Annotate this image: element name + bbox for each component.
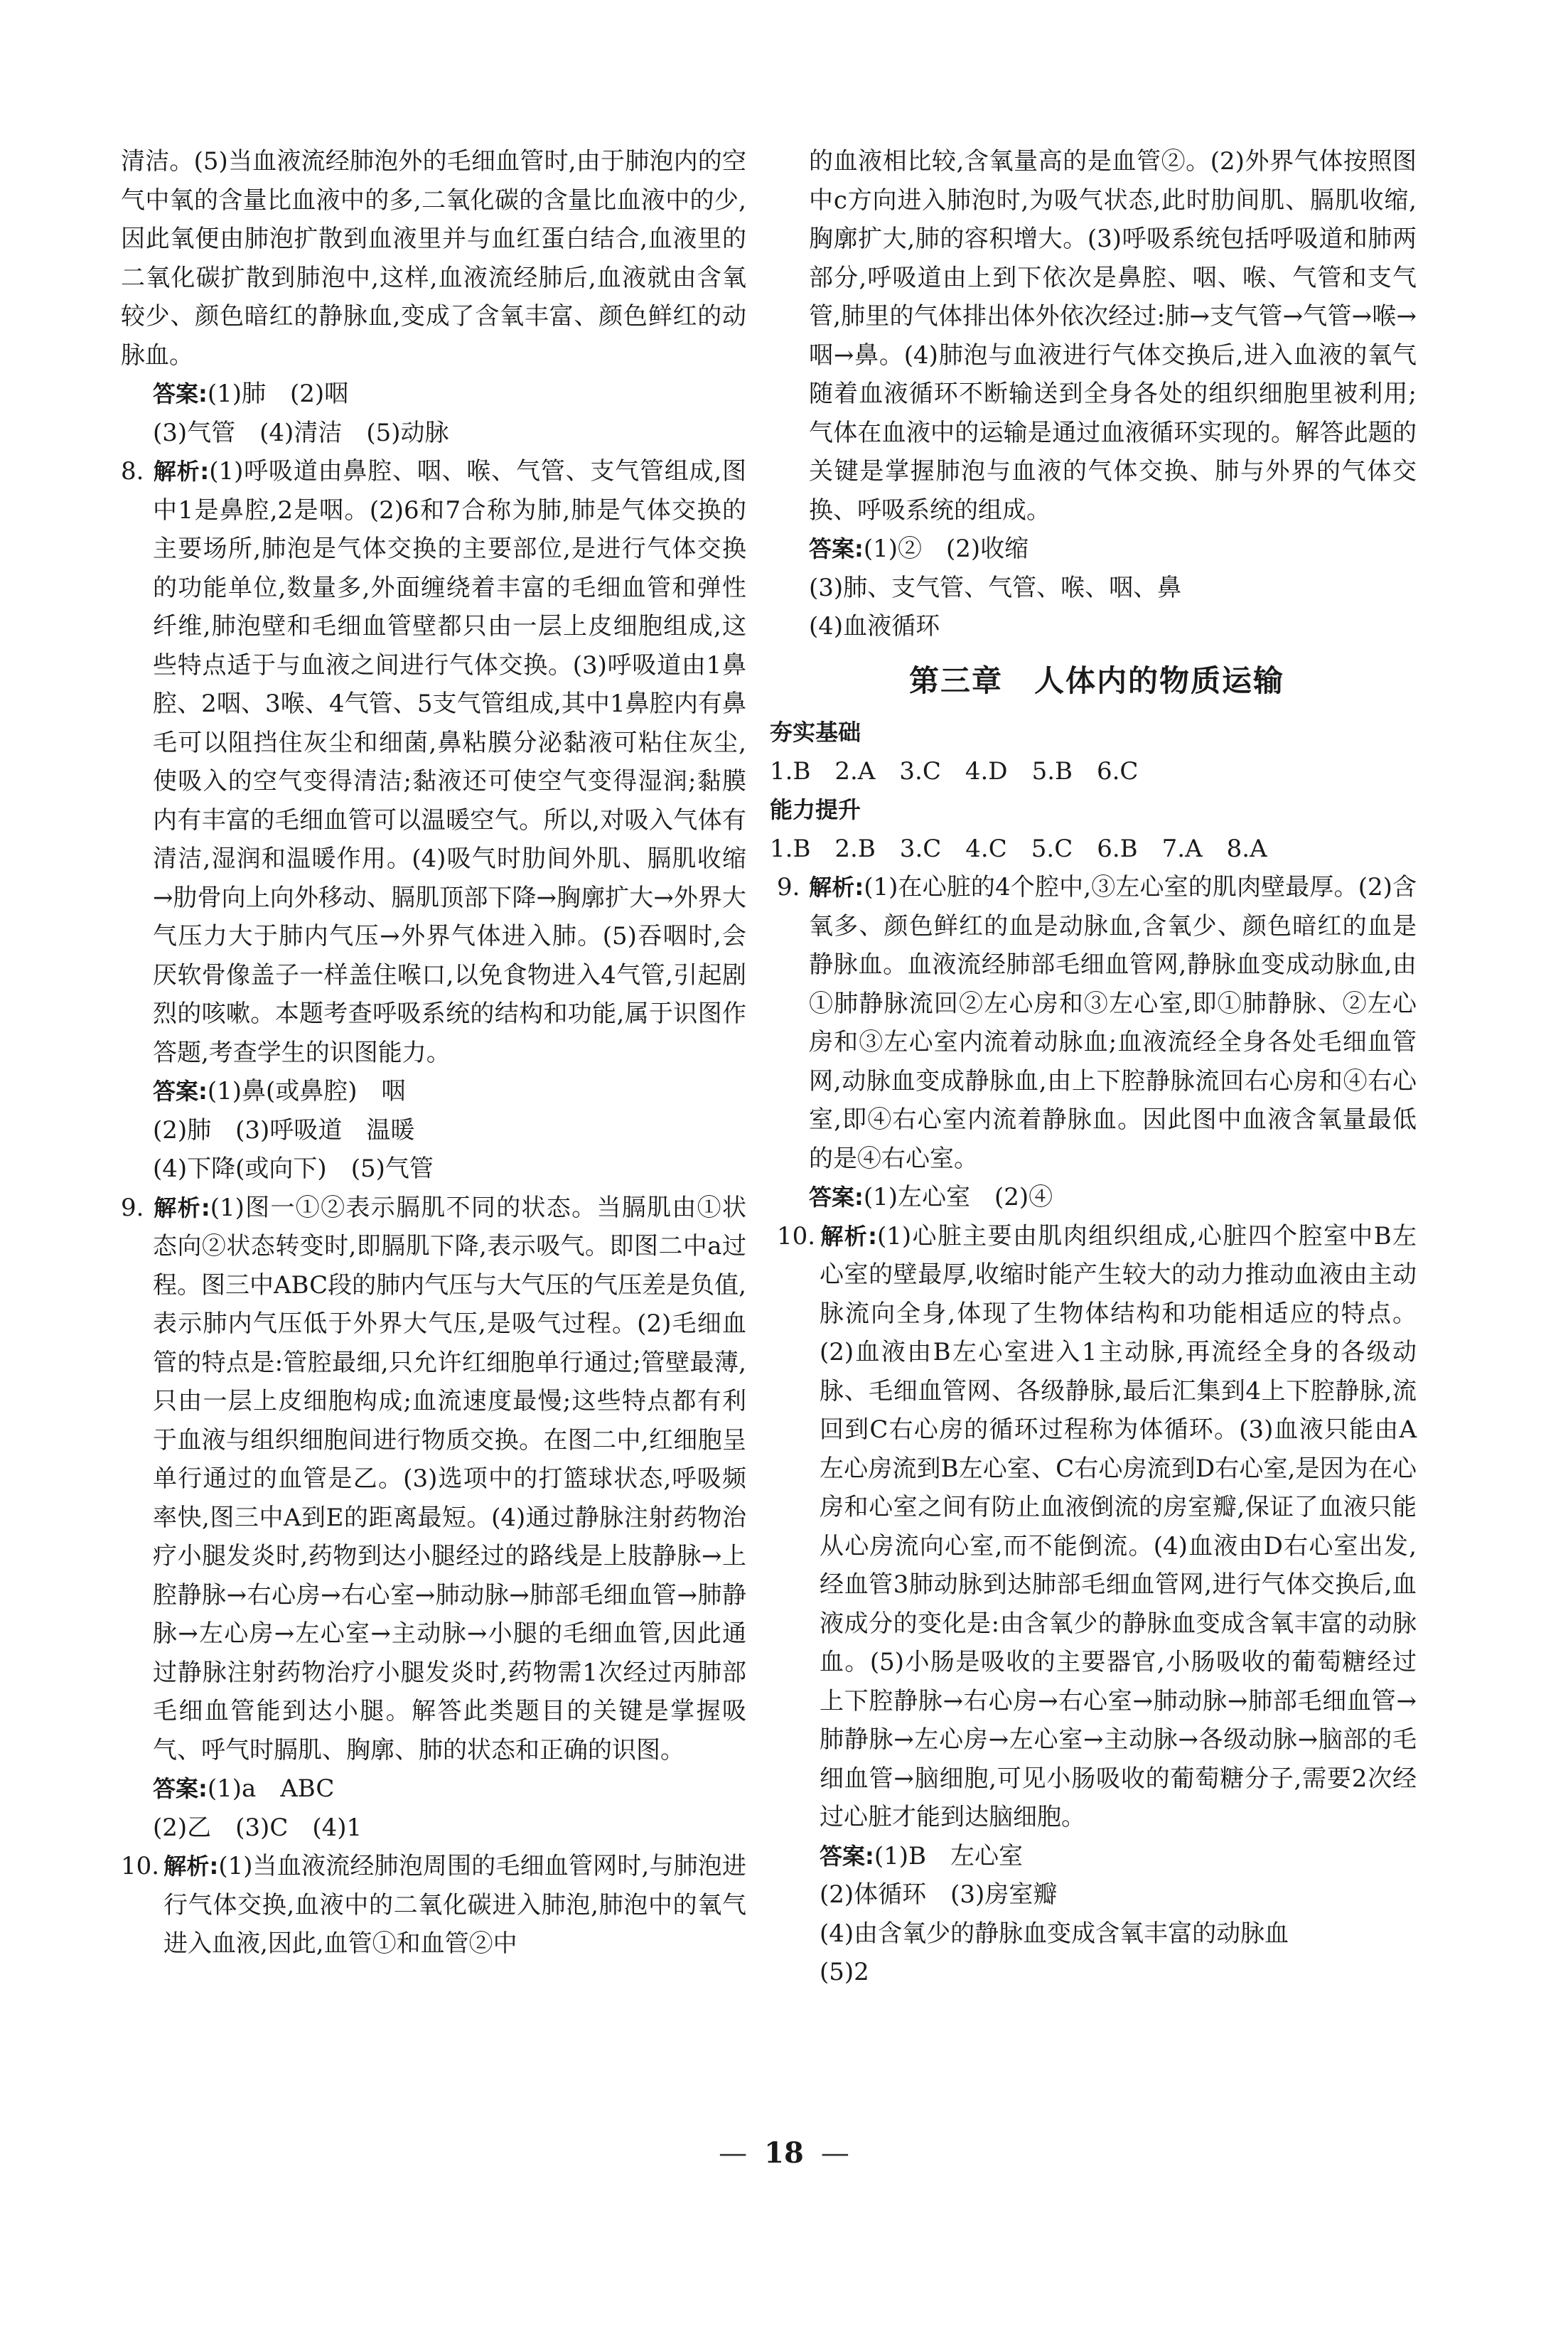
- answer-text: (1)② (2)收缩: [863, 535, 1029, 563]
- answer-10-line4: (5)2: [820, 1958, 869, 1986]
- answer-intro-line2: (3)气管 (4)清洁 (5)动脉: [153, 418, 449, 447]
- paragraph-intro: 清洁。(5)当血液流经肺泡外的毛细血管时,由于肺泡内的空气中氧的含量比血液中的多,二氧化碳的含量比血液中的少,因此氧便由肺泡扩散到血液里并与血红蛋白结合,血液里的二氧化碳扩散到肺泡中,这样,血液流经肺后,血液就由含氧较少、颜色暗红的静脉血,变成了含氧丰富、颜色鲜红的动脉血。: [121, 147, 746, 370]
- answer-continued-line3: (4)血液循环: [809, 612, 940, 641]
- right-column: [770, 142, 1417, 1992]
- footer-dash-right: —: [820, 2137, 849, 2170]
- answer-continued-line2: (3)肺、支气管、气管、喉、咽、鼻: [809, 573, 1182, 602]
- analysis-text: (1)呼吸道由鼻腔、咽、喉、气管、支气管组成,图中1是鼻腔,2是咽。(2)6和7合称为肺,肺是气体交换的主要场所,肺泡是气体交换的主要部位,是进行气体交换的功能单位,数量多,外面缠绕着丰富的毛细血管和弹性纤维,肺泡壁和毛细血管壁都只由一层上皮细胞组成,这些特点适于与血液之间进行气体交换。(3)呼吸道由1鼻腔、2咽、3喉、4气管、5支气管组成,其中1鼻腔内有鼻毛可以阻挡住灰尘和细菌,鼻粘膜分泌黏液可粘住灰尘,使吸入的空气变得清洁;黏液还可使空气变得湿润;黏膜内有丰富的毛细血管可以温暖空气。所以,对吸入气体有清洁,湿润和温暖作用。(4)吸气时肋间外肌、膈肌收缩→肋骨向上向外移动、膈肌顶部下降→胸廓扩大→外界大气压力大于肺内气压→外界气体进入肺。(5)吞咽时,会厌软骨像盖子一样盖住喉口,以免食物进入4气管,引起剧烈的咳嗽。本题考查呼吸系统的结构和功能,属于识图作答题,考查学生的识图能力。: [153, 457, 746, 1067]
- section-advanced-answers: 1.B 2.B 3.C 4.C 5.C 6.B 7.A 8.A: [770, 834, 1267, 863]
- question-number: 9.: [777, 873, 800, 901]
- analysis-label: 解析:: [153, 458, 210, 485]
- analysis-label: 解析:: [820, 1222, 877, 1250]
- section-title-advanced: 能力提升: [770, 796, 861, 823]
- footer-dash-left: —: [719, 2137, 748, 2170]
- analysis-text: (1)图一①②表示膈肌不同的状态。当膈肌由①状态向②状态转变时,即膈肌下降,表示吸气。即图二中a过程。图三中ABC段的肺内气压与大气压的气压差是负值,表示肺内气压低于外界大气压,是吸气过程。(2)毛细血管的特点是:管腔最细,只允许红细胞单行通过;管壁最薄,只由一层上皮细胞构成;血流速度最慢;这些特点都有利于血液与组织细胞间进行物质交换。在图二中,红细胞呈单行通过的血管是乙。(3)选项中的打篮球状态,呼吸频率快,图三中A到E的距离最短。(4)通过静脉注射药物治疗小腿发炎时,药物到达小腿经过的路线是上肢静脉→上腔静脉→右心房→右心室→肺动脉→肺部毛细血管→肺静脉→左心房→左心室→主动脉→小腿的毛细血管,因此通过静脉注射药物治疗小腿发炎时,药物需1次经过丙肺部毛细血管能到达小腿。解答此类题目的关键是掌握吸气、呼气时膈肌、胸廓、肺的状态和正确的识图。: [153, 1193, 746, 1764]
- question-9-analysis: [121, 1189, 746, 1770]
- question-9-analysis: [777, 868, 1417, 1178]
- answer-10-line2: (2)体循环 (3)房室瓣: [820, 1880, 1058, 1909]
- answer-label: 答案:: [153, 1078, 208, 1105]
- question-number: 9.: [121, 1193, 144, 1222]
- answer-label: 答案:: [809, 535, 864, 562]
- answer-9: [777, 1178, 1417, 1217]
- analysis-text: (1)心脏主要由肌肉组织组成,心脏四个腔室中B左心室的壁最厚,收缩时能产生较大的动力推动血液由主动脉流向全身,体现了生物体结构和功能相适应的特点。(2)血液由B左心室进入1主动脉,再流经全身的各级动脉、毛细血管网、各级静脉,最后汇集到4上下腔静脉,流回到C右心房的循环过程称为体循环。(3)血液只能由A左心房流到B左心室、C右心房流到D右心室,是因为在心房和心室之间有防止血液倒流的房室瓣,保证了血液只能从心房流向心室,而不能倒流。(4)血液由D右心室出发,经血管3肺动脉到达肺部毛细血管网,进行气体交换后,血液成分的变化是:由含氧少的静脉血变成含氧丰富的动脉血。(5)小肠是吸收的主要器官,小肠吸收的葡萄糖经过上下腔静脉→右心房→右心室→肺动脉→肺部毛细血管→肺静脉→左心房→左心室→主动脉→各级动脉→脑部的毛细血管→脑细胞,可见小肠吸收的葡萄糖分子,需要2次经过心脏才能到达脑细胞。: [820, 1221, 1417, 1831]
- answer-10-line3: (4)由含氧少的静脉血变成含氧丰富的动脉血: [820, 1919, 1289, 1948]
- question-number: 10.: [121, 1852, 160, 1880]
- analysis-label: 解析:: [153, 1194, 210, 1221]
- answer-text: (1)左心室 (2)④: [863, 1183, 1053, 1211]
- analysis-text: (1)当血液流经肺泡周围的毛细血管网时,与肺泡进行气体交换,血液中的二氧化碳进入肺泡,肺泡中的氧气进入血液,因此,血管①和血管②中: [163, 1852, 746, 1958]
- answer-label: 答案:: [820, 1842, 874, 1870]
- chapter-title: 第三章 人体内的物质运输: [908, 663, 1284, 698]
- section-title-basics: 夯实基础: [770, 719, 861, 746]
- answer-text: (1)B 左心室: [874, 1841, 1023, 1870]
- page-footer: [0, 2136, 1568, 2170]
- answer-label: 答案:: [153, 1775, 208, 1802]
- answer-10: [777, 1837, 1417, 1876]
- answer-9-line2: (2)乙 (3)C (4)1: [153, 1813, 363, 1842]
- section-basics-answers: 1.B 2.A 3.C 4.D 5.B 6.C: [770, 756, 1139, 786]
- answer-8-line3: (4)下降(或向下) (5)气管: [153, 1155, 434, 1183]
- question-number: 10.: [777, 1221, 816, 1251]
- answer-text: (1)a ABC: [207, 1774, 335, 1803]
- answer-9: [121, 1769, 746, 1809]
- question-number: 8.: [121, 457, 144, 486]
- answer-intro: [121, 375, 746, 414]
- analysis-text: (1)在心脏的4个腔中,③左心室的肌肉壁最厚。(2)含氧多、颜色鲜红的血是动脉血,含氧少、颜色暗红的血是静脉血。血液流经肺部毛细血管网,静脉血变成动脉血,由①肺静脉流回②左心房和③左心室,即①肺静脉、②左心房和③左心室内流着动脉血;血液流经全身各处毛细血管网,动脉血变成静脉血,由上下腔静脉流回右心房和④右心室,即④右心室内流着静脉血。因此图中血液含氧量最低的是④右心室。: [809, 873, 1417, 1173]
- page-number: 18: [764, 2136, 804, 2170]
- question-10-analysis: [777, 1217, 1417, 1837]
- question-10-analysis: [121, 1847, 746, 1964]
- answer-8-line2: (2)肺 (3)呼吸道 温暖: [153, 1115, 415, 1145]
- answer-label: 答案:: [153, 380, 208, 407]
- answer-label: 答案:: [809, 1184, 864, 1211]
- answer-text: (1)肺 (2)咽: [207, 380, 349, 408]
- answer-continued: [777, 530, 1417, 569]
- analysis-label: 解析:: [809, 874, 864, 901]
- left-column: [121, 142, 746, 1964]
- question-8-analysis: [121, 452, 746, 1072]
- answer-text: (1)鼻(或鼻腔) 咽: [207, 1077, 406, 1105]
- answer-8: [121, 1072, 746, 1111]
- analysis-label: 解析:: [163, 1853, 219, 1880]
- paragraph-continued: 的血液相比较,含氧量高的是血管②。(2)外界气体按照图中c方向进入肺泡时,为吸气状态,此时肋间肌、膈肌收缩,胸廓扩大,肺的容积增大。(3)呼吸系统包括呼吸道和肺两部分,呼吸道由上到下依次是鼻腔、咽、喉、气管和支气管,肺里的气体排出体外依次经过:肺→支气管→气管→喉→咽→鼻。(4)肺泡与血液进行气体交换后,进入血液的氧气随着血液循环不断输送到全身各处的组织细胞里被利用;气体在血液中的运输是通过血液循环实现的。解答此题的关键是掌握肺泡与血液的气体交换、肺与外界的气体交换、呼吸系统的组成。: [809, 147, 1417, 525]
